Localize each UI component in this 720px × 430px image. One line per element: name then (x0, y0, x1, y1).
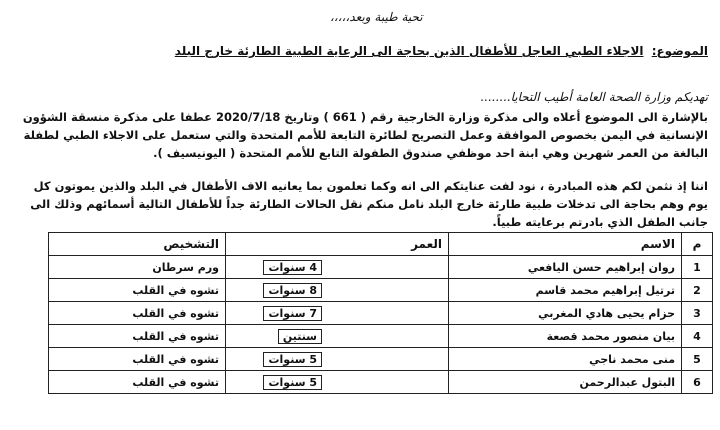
row-age-value: 4 سنوات (263, 260, 322, 275)
greeting: تحية طيبة وبعد،،،،، (330, 10, 423, 24)
row-age-value: 5 سنوات (263, 375, 322, 390)
body-paragraph-1: بالإشارة الى الموضوع أعلاه والى مذكرة وزارة الخارجية رقم ( 661 ) وتاريخ 2020/7/18 عطفا على مذكرة منسقة الشؤون الإنسانية في اليمن بخصوص الموافقة وعمل التصريح لطائرة التابعة للأمم المتحدة والتي ستعمل على الاجلاء الطبي لطفلة البالغة من العمر شهرين وهي ابنة احد موظفي صندوق الطفولة التابع للأمم المتحدة ( اليونيسيف ). (22, 110, 708, 160)
row-num: 1 (682, 256, 713, 279)
row-age (226, 371, 449, 394)
header-name: الاسم (449, 233, 682, 256)
row-name: حزام يحيى هادي المغربي (449, 302, 682, 325)
row-age (226, 302, 449, 325)
row-diagnosis: تشوه في القلب (49, 325, 226, 348)
subject-text: الاجلاء الطبي العاجل للأطفال الذين بحاجة الى الرعاية الطبية الطارئة خارج البلد (174, 44, 644, 58)
row-age (226, 256, 449, 279)
table-row (49, 348, 713, 371)
header-num: م (682, 233, 713, 256)
row-name: منى محمد ناجي (449, 348, 682, 371)
row-age-value: 8 سنوات (263, 283, 322, 298)
row-diagnosis: تشوه في القلب (49, 348, 226, 371)
row-num: 2 (682, 279, 713, 302)
row-num: 6 (682, 371, 713, 394)
row-diagnosis: تشوه في القلب (49, 371, 226, 394)
table-header-row (49, 233, 713, 256)
row-diagnosis: تشوه في القلب (49, 302, 226, 325)
row-num: 3 (682, 302, 713, 325)
table-row (49, 302, 713, 325)
table-row (49, 371, 713, 394)
row-num: 5 (682, 348, 713, 371)
subject-line (60, 44, 708, 58)
row-age (226, 325, 449, 348)
header-diagnosis: التشخيص (49, 233, 226, 256)
row-name: البتول عبدالرحمن (449, 371, 682, 394)
body-paragraph-2: اننا إذ نثمن لكم هذه المبادرة ، نود لفت عنايتكم الى انه وكما تعلمون بما يعانيه الاف الأطفال في البلد والذين يموتون كل يوم وهم بحاجة الى تدخلات طبية طارئة خارج البلد نامل منكم نقل الحالات الطارئة جداً للأطفال التالية أسمائهم وذلك الى جانب الطفل الذي بادرتم برعايته طبياً. (30, 179, 708, 229)
table-row (49, 325, 713, 348)
row-age (226, 348, 449, 371)
row-name: ترتيل إبراهيم محمد قاسم (449, 279, 682, 302)
children-table (48, 232, 713, 394)
row-age-value: سنتين (278, 329, 322, 344)
row-diagnosis: ورم سرطان (49, 256, 226, 279)
header-age: العمر (226, 233, 449, 256)
row-num: 4 (682, 325, 713, 348)
table-row (49, 279, 713, 302)
row-diagnosis: تشوه في القلب (49, 279, 226, 302)
row-age (226, 279, 449, 302)
row-age-value: 7 سنوات (263, 306, 322, 321)
row-name: بيان منصور محمد قصعة (449, 325, 682, 348)
row-age-value: 5 سنوات (263, 352, 322, 367)
table-row (49, 256, 713, 279)
salutation: تهديكم وزارة الصحة العامة أطيب التحايا........ (480, 90, 708, 104)
row-name: روان إبراهيم حسن اليافعي (449, 256, 682, 279)
subject-label: الموضوع: (651, 44, 708, 58)
